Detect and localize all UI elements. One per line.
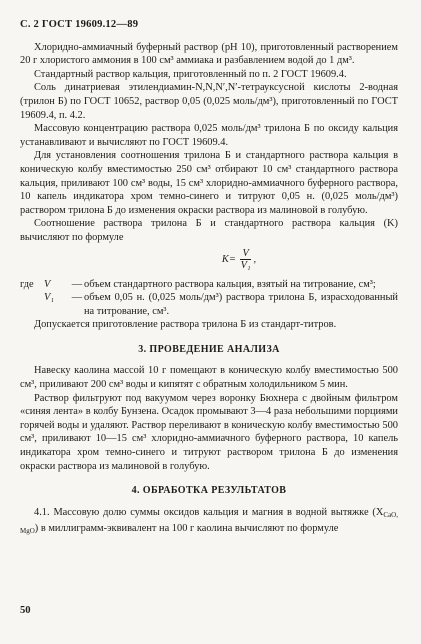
definition-v-text: объем стандартного раствора кальция, взятый на титрование, см³; xyxy=(84,278,376,290)
paragraph-ratio-procedure: Для установления соотношения трилона Б и стандартного раствора кальция в коническую колбу вместимостью 250 см³ отбирают 10 см³ стандартного раствора кальция, приливают 100 см³ воды, 15 см³ хлоридно-аммиачного буферного раствора, 10 капель индикатора хром темно-синего и титруют 0,05 н. (0,025 моль/дм³) раствором трилона Б до изменения окраски раствора из малиновой в голубую. xyxy=(20,150,398,216)
section-4-paragraph-1: 4.1. Массовую долю суммы оксидов кальция и магния в водной вытяжке $(X_{CaO, MgO})$ в миллиграмм-эквивалент на 100 г каолина вычисляют по формуле xyxy=(20,506,398,536)
section-3-paragraph-1: Навеску каолина массой 10 г помещают в коническую колбу вместимостью 500 см³, приливают 200 см³ воды и кипятят с обратным холодильником 5 мин. xyxy=(20,365,398,391)
page-number: 50 xyxy=(20,605,31,616)
definition-v1-symbol: V₁ xyxy=(44,292,54,304)
definition-v xyxy=(20,278,398,292)
definition-v1-text: объем 0,05 н. (0,025 моль/дм³) раствора трилона Б, израсходованный на титрование, см³. xyxy=(84,292,398,317)
formula-denominator: V₁ xyxy=(240,259,251,271)
page-header: С. 2 ГОСТ 19609.12—89 xyxy=(20,19,139,30)
document-page xyxy=(20,18,398,539)
formula-definitions xyxy=(20,278,398,319)
formula-numerator: V xyxy=(242,247,249,259)
definition-v-symbol: V xyxy=(44,278,51,290)
section-3-title: 3. ПРОВЕДЕНИЕ АНАЛИЗА xyxy=(138,343,280,355)
paragraph-standard-titres: Допускается приготовление раствора трилона Б из стандарт-титров. xyxy=(34,319,337,331)
section-3-paragraph-2: Раствор фильтруют под вакуумом через воронку Бюхнера с двойным фильтром «синяя лента» в колбу Бунзена. Осадок промывают 3—4 раза небольшими порциями горячей воды и удаляют. Раствор переливают в коническую колбу вместимостью 500 см³, приливают 10—15 см³ хлоридно-аммиачного буферного раствора, 10 капель индикатора хром темно-синего и титруют раствором трилона Б до изменения окраски раствора из малиновой в голубую. xyxy=(20,392,398,472)
formula-lhs: K= xyxy=(221,253,236,265)
ratio-formula xyxy=(80,248,398,274)
paragraph-buffer-solution: Хлоридно-аммиачный буферный раствор (pH 10), приготовленный растворением 20 г хлористого аммония в 100 см³ аммиака и разбавлением водой до 1 дм³. xyxy=(20,41,398,67)
paragraph-trilon-b: Соль динатриевая этилендиамин-N,N,N′,N′-тетрауксусной кислоты 2-водная (трилон Б) по ГОСТ 10652, раствор 0,05 (0,025 моль/дм³), приготовленный по ГОСТ 19609.4, п. 4.2. xyxy=(20,82,398,121)
paragraph-ratio-formula-intro: Соотношение раствора трилона Б и стандартного раствора кальция (K) вычисляют по формуле xyxy=(20,218,398,243)
definition-dash: — xyxy=(71,278,83,290)
definition-dash: — xyxy=(71,292,83,304)
section-4-title: 4. ОБРАБОТКА РЕЗУЛЬТАТОВ xyxy=(131,485,287,497)
definition-v1 xyxy=(20,291,398,318)
paragraph-calcium-standard: Стандартный раствор кальция, приготовленный по п. 2 ГОСТ 19609.4. xyxy=(34,68,347,80)
definition-where: где xyxy=(20,278,34,290)
paragraph-mass-concentration: Массовую концентрацию раствора 0,025 моль/дм³ трилона Б по оксиду кальция устанавливают и вычисляют по ГОСТ 19609.4. xyxy=(20,123,398,148)
subscript-cao-mgo: CaO, MgO xyxy=(20,510,398,536)
formula-fraction xyxy=(240,248,250,271)
formula-tail: , xyxy=(253,253,257,265)
